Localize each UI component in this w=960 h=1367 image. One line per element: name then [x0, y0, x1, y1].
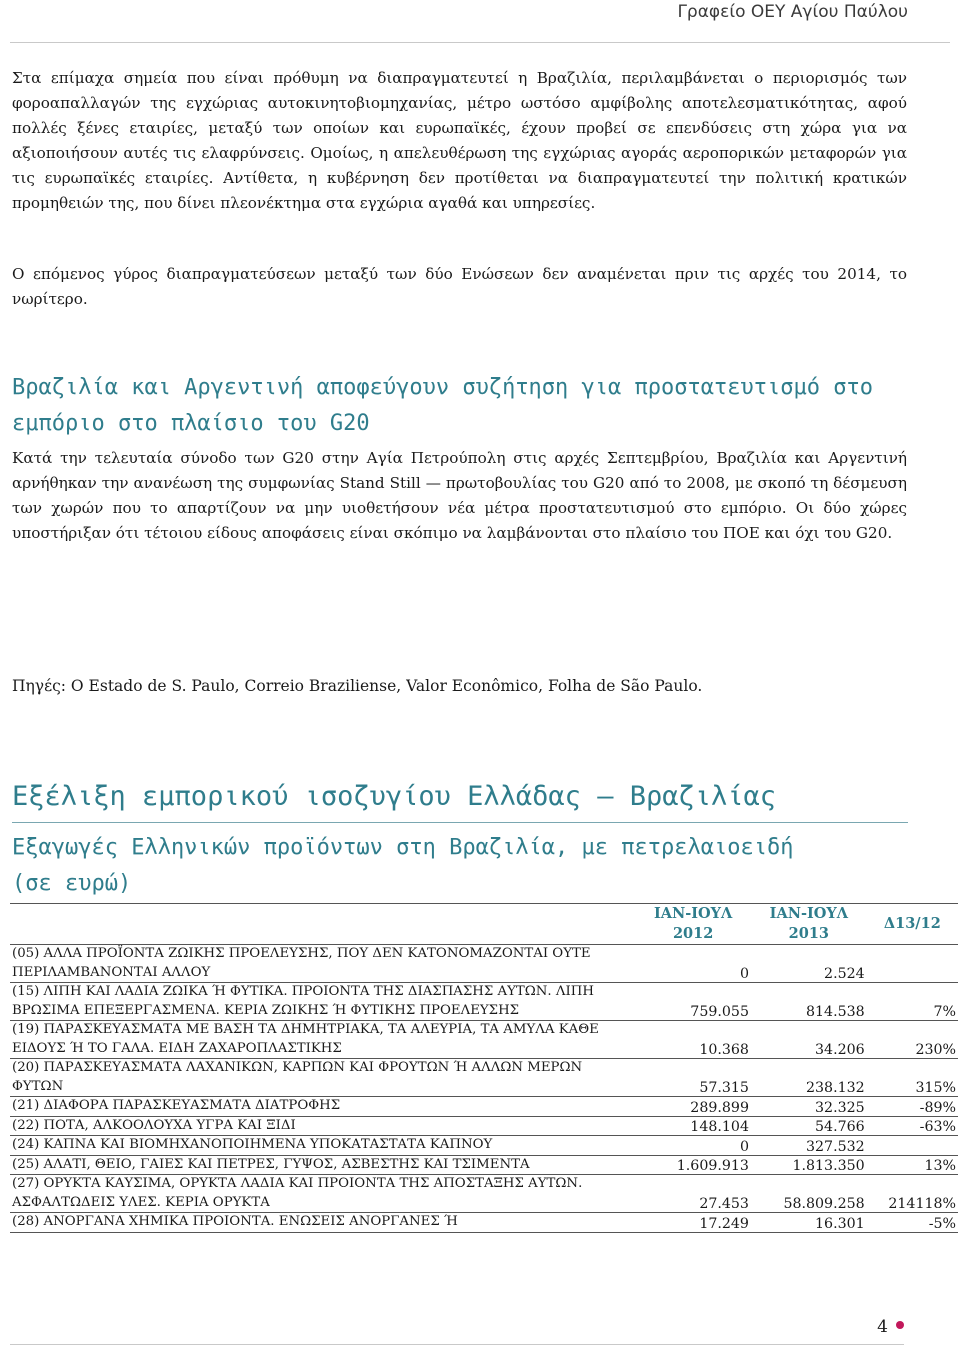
row-value-2012: 1.609.913 — [676, 1158, 749, 1174]
row-change — [867, 1136, 958, 1156]
trade-balance-title: Εξέλιξη εμπορικού ισοζυγίου Ελλάδας – Βραζιλίας — [12, 781, 777, 812]
page-dot-icon — [896, 1321, 904, 1329]
section-title-g20: Βραζιλία και Αργεντινή αποφεύγουν συζήτηση για προστατευτισμό στο εμπόριο στο πλαίσιο του G20 — [12, 375, 873, 436]
row-product: (20) ΠΑΡΑΣΚΕΥΑΣΜΑΤΑ ΛΑΧΑΝΙΚΩΝ, ΚΑΡΠΩΝ ΚΑΙ ΦΡΟΥΤΩΝ Ή ΑΛΛΩΝ ΜΕΡΩΝ ΦΥΤΩΝ — [12, 1060, 583, 1094]
footer-divider — [10, 1344, 904, 1345]
page-number: 4 — [877, 1317, 888, 1337]
row-change: -5% — [928, 1215, 956, 1232]
table-header-row — [10, 904, 958, 945]
row-value-2013: 238.132 — [806, 1080, 865, 1096]
row-product: (25) ΑΛΑΤΙ, ΘΕΙΟ, ΓΑΙΕΣ ΚΑΙ ΠΕΤΡΕΣ, ΓΥΨΟΣ, ΑΣΒΕΣΤΗΣ ΚΑΙ ΤΣΙΜΕΝΤΑ — [12, 1156, 530, 1172]
header-divider — [10, 42, 950, 43]
row-product: (19) ΠΑΡΑΣΚΕΥΑΣΜΑΤΑ ΜΕ ΒΑΣΗ ΤΑ ΔΗΜΗΤΡΙΑΚΑ, ΤΑ ΑΛΕΥΡΙΑ, ΤΑ ΑΜΥΛΑ ΚΑΘΕ ΕΙΔΟΥΣ Ή ΤΟ ΓΑΛΑ. ΕΙΔΗ ΖΑΧΑΡΟΠΛΑΣΤΙΚΗΣ — [12, 1022, 599, 1056]
row-product: (27) ΟΡΥΚΤΑ ΚΑΥΣΙΜΑ, ΟΡΥΚΤΑ ΛΑΔΙΑ ΚΑΙ ΠΡΟΙΟΝΤΑ ΤΗΣ ΑΠΟΣΤΑΞΗΣ ΑΥΤΩΝ. ΑΣΦΑΛΤΩΔΕΙΣ ΥΛΕΣ. ΚΕΡΙΑ ΟΡΥΚΤΑ — [12, 1176, 583, 1210]
row-change: -89% — [919, 1099, 956, 1116]
row-change: 7% — [933, 1004, 956, 1020]
paragraph-next-round: Ο επόμενος γύρος διαπραγματεύσεων μεταξύ των δύο Ενώσεων δεν αναμένεται πριν τις αρχές του 2014, το νωρίτερο. — [12, 265, 907, 308]
row-value-2012: 289.899 — [690, 1099, 749, 1116]
row-value-2013: 32.325 — [815, 1099, 865, 1116]
row-product: (24) ΚΑΠΝΑ ΚΑΙ ΒΙΟΜΗΧΑΝΟΠΟΙΗΜΕΝΑ ΥΠΟΚΑΤΑΣΤΑΤΑ ΚΑΠΝΟΥ — [12, 1137, 493, 1152]
page-header-office: Γραφείο ΟΕΥ Αγίου Παύλου — [677, 2, 908, 22]
row-value-2013: 54.766 — [815, 1119, 865, 1135]
table-row — [10, 1059, 958, 1097]
row-product: (05) ΑΛΛΑ ΠΡΟΪΟΝΤΑ ΖΩΙΚΗΣ ΠΡΟΕΛΕΥΣΗΣ, ΠΟΥ ΔΕΝ ΚΑΤΟΝΟΜΑΖΟΝΤΑΙ ΟΥΤΕ ΠΕΡΙΛΑΜΒΑΝΟΝΤΑΙ ΑΛΛΟΥ — [12, 946, 591, 980]
row-change: 315% — [915, 1080, 956, 1096]
row-product: (21) ΔΙΑΦΟΡΑ ΠΑΡΑΣΚΕΥΑΣΜΑΤΑ ΔΙΑΤΡΟΦΗΣ — [12, 1098, 341, 1113]
row-change — [867, 945, 958, 983]
table-row — [10, 1021, 958, 1059]
table-row — [10, 1116, 958, 1136]
row-value-2012: 148.104 — [690, 1119, 749, 1135]
row-value-2013: 327.532 — [806, 1138, 865, 1155]
row-change: 13% — [924, 1158, 956, 1174]
row-product: (15) ΛΙΠΗ ΚΑΙ ΛΑΔΙΑ ΖΩΙΚΑ Ή ΦΥΤΙΚΑ. ΠΡΟΙΟΝΤΑ ΤΗΣ ΔΙΑΣΠΑΣΗΣ ΑΥΤΩΝ. ΛΙΠΗ ΒΡΩΣΙΜΑ ΕΠΕΞΕΡΓΑΣΜΕΝΑ. ΚΕΡΙΑ ΖΩΙΚΗΣ Ή ΦΥΤΙΚΗΣ ΠΡΟΕΛΕΥΣΗΣ — [12, 984, 594, 1018]
row-value-2012: 0 — [739, 966, 749, 982]
header-2012: ΙΑΝ-ΙΟΥΛ 2012 — [635, 904, 751, 945]
row-value-2013: 2.524 — [824, 966, 865, 982]
exports-table — [10, 903, 958, 1233]
row-value-2012: 57.315 — [699, 1080, 749, 1096]
header-2013: ΙΑΝ-ΙΟΥΛ 2013 — [751, 904, 867, 945]
table-row — [10, 1097, 958, 1117]
row-value-2013: 16.301 — [815, 1215, 865, 1232]
table-row — [10, 945, 958, 983]
row-change: -63% — [919, 1119, 956, 1135]
table-row — [10, 1136, 958, 1156]
title-divider — [12, 822, 908, 823]
row-value-2013: 814.538 — [806, 1004, 865, 1020]
row-value-2013: 1.813.350 — [792, 1158, 865, 1174]
paragraph-g20: Κατά την τελευταία σύνοδο των G20 στην Αγία Πετρούπολη στις αρχές Σεπτεμβρίου, Βραζιλία και Αργεντινή αρνήθηκαν την ανανέωση της συμφωνίας Stand Still — πρωτοβουλίας του G20 από το 2008, με σκοπό τη δέσμευση των χωρών που το απαρτίζουν να μην υιοθετήσουν νέα μέτρα προστατευτισμού στο εμπόριο. Οι δύο χώρες υποστήριξαν ότι τέτοιου είδους αποφάσεις είναι σκόπιμο να λαμβάνονται στο πλαίσιο του ΠΟΕ και όχι του G20. — [12, 449, 907, 542]
table-row — [10, 983, 958, 1021]
row-value-2013: 34.206 — [815, 1042, 865, 1058]
table-row — [10, 1175, 958, 1213]
table-row — [10, 1213, 958, 1233]
row-value-2012: 17.249 — [699, 1215, 749, 1232]
row-value-2012: 27.453 — [699, 1196, 749, 1212]
row-value-2012: 0 — [739, 1138, 749, 1155]
header-change: Δ13/12 — [867, 904, 958, 945]
row-value-2012: 10.368 — [699, 1042, 749, 1058]
row-product: (22) ΠΟΤΑ, ΑΛΚΟΟΛΟΥΧΑ ΥΓΡΑ ΚΑΙ ΞΙΔΙ — [12, 1117, 296, 1133]
row-change: 214118% — [888, 1196, 956, 1212]
table-row — [10, 1155, 958, 1175]
header-product — [10, 904, 635, 945]
row-product: (28) ΑΝΟΡΓΑΝΑ ΧΗΜΙΚΑ ΠΡΟΙΟΝΤΑ. ΕΝΩΣΕΙΣ ΑΝΟΡΓΑΝΕΣ Ή — [12, 1214, 458, 1229]
sources-line: Πηγές: O Estado de S. Paulo, Correio Braziliense, Valor Econômico, Folha de São Paulo. — [12, 677, 703, 695]
row-change: 230% — [915, 1042, 956, 1058]
paragraph-negotiation-points: Στα επίμαχα σημεία που είναι πρόθυμη να διαπραγματευτεί η Βραζιλία, περιλαμβάνεται ο περιορισμός των φοροαπαλλαγών της εγχώριας αυτοκινητοβιομηχανίας, μέτρο ωστόσο αμφίβολης αποτελεσματικότητας, αφού πολλές ξένες εταιρίες, μεταξύ των οποίων και ευρωπαϊκές, έχουν προβεί σε επενδύσεις στη χώρα για να αξιοποιήσουν αυτές τις ελαφρύνσεις. Ομοίως, η απελευθέρωση της εγχώριας αγοράς αεροπορικών μεταφορών για τις ευρωπαϊκές εταιρίες. Αντίθετα, η κυβέρνηση δεν προτίθεται να διαπραγματευτεί την πολιτική κρατικών προμηθειών της, που δίνει πλεονέκτημα στα εγχώρια αγαθά και υπηρεσίες. — [12, 69, 907, 212]
row-value-2012: 759.055 — [690, 1004, 749, 1020]
exports-subtitle: Εξαγωγές Ελληνικών προϊόντων στη Βραζιλία, με πετρελαιοειδή (σε ευρώ) — [12, 835, 794, 896]
row-value-2013: 58.809.258 — [783, 1196, 865, 1212]
